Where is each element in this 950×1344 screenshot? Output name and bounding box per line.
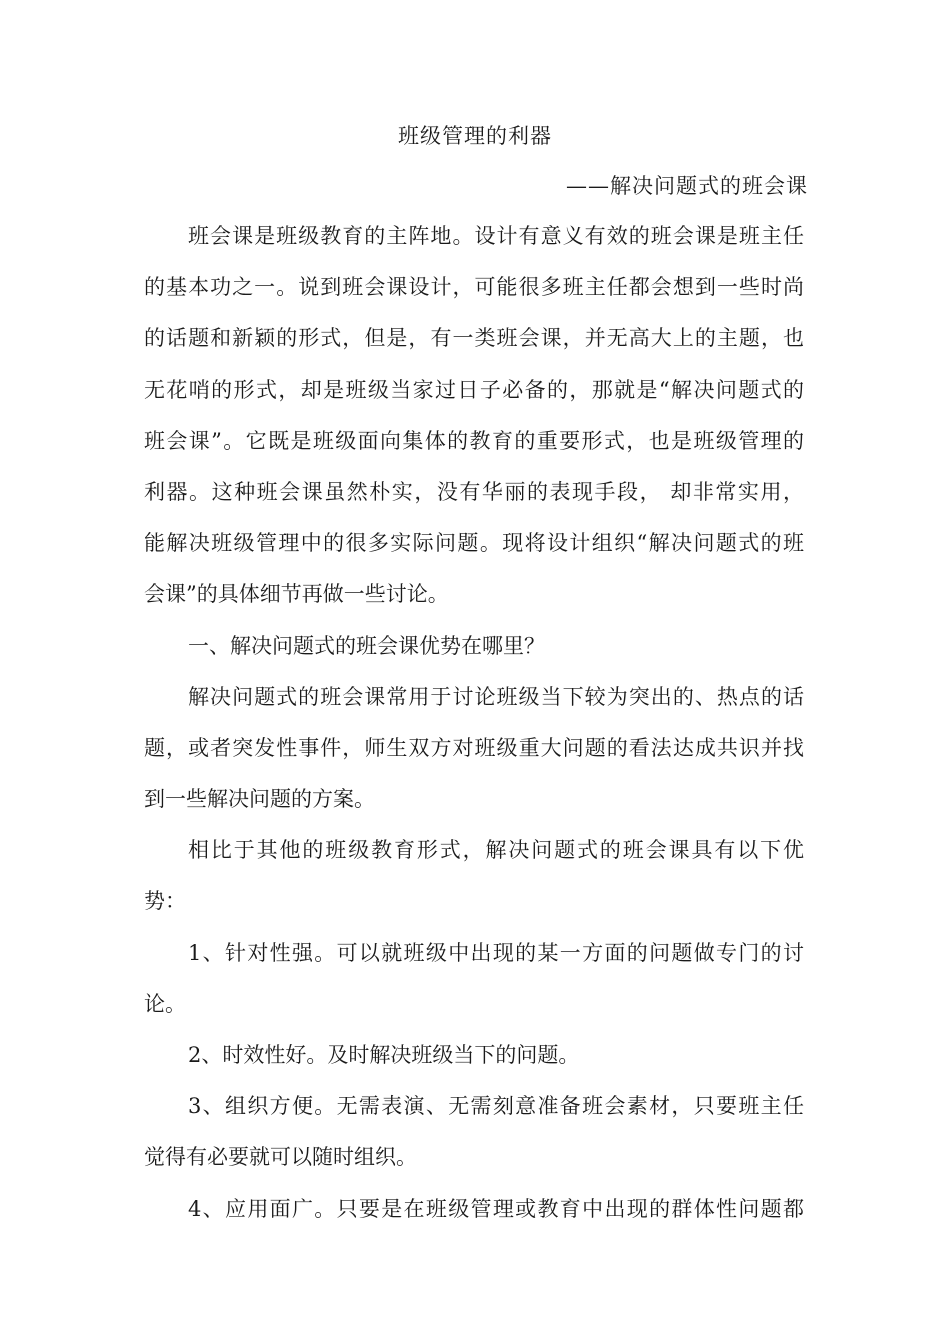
paragraph-line: 班会课是班级教育的主阵地。设计有意义有效的班会课是班主任	[188, 224, 804, 248]
document-body	[144, 218, 804, 1242]
paragraph-line: 解决问题式的班会课常用于讨论班级当下较为突出的、热点的话	[188, 684, 804, 709]
paragraph-line: 相比于其他的班级教育形式，解决问题式的班会课具有以下优	[188, 838, 804, 863]
document-title: 班级管理的利器	[398, 124, 552, 148]
paragraph-line: 2、时效性好。及时解决班级当下的问题。	[188, 1043, 580, 1067]
document-subtitle: ——解决问题式的班会课	[566, 174, 808, 198]
paragraph-line: 的基本功之一。说到班会课设计，可能很多班主任都会想到一些时尚	[144, 275, 804, 300]
paragraph-line: 一、解决问题式的班会课优势在哪里？	[188, 633, 545, 658]
paragraph-line: 1、针对性强。可以就班级中出现的某一方面的问题做专门的讨	[188, 940, 804, 965]
paragraph-line: 3、组织方便。无需表演、无需刻意准备班会素材，只要班主任	[188, 1094, 804, 1119]
paragraph-line: 班会课”。它既是班级面向集体的教育的重要形式，也是班级管理的	[144, 428, 804, 453]
paragraph-line: 4、应用面广。只要是在班级管理或教育中出现的群体性问题都	[188, 1196, 804, 1221]
paragraph-line: 势：	[144, 889, 186, 914]
paragraph-line: 能解决班级管理中的很多实际问题。现将设计组织“解决问题式的班	[144, 531, 804, 556]
paragraph-line: 利器。这种班会课虽然朴实，没有华丽的表现手段， 却非常实用，	[144, 479, 804, 504]
paragraph-line: 论。	[144, 991, 186, 1016]
paragraph-line: 无花哨的形式，却是班级当家过日子必备的，那就是“解决问题式的	[144, 377, 804, 402]
paragraph-line: 会课”的具体细节再做一些讨论。	[144, 582, 449, 607]
paragraph-line: 题，或者突发性事件，师生双方对班级重大问题的看法达成共识并找	[144, 735, 804, 760]
paragraph-line: 到一些解决问题的方案。	[144, 787, 375, 812]
paragraph-line: 觉得有必要就可以随时组织。	[144, 1145, 417, 1170]
paragraph-line: 的话题和新颖的形式，但是，有一类班会课，并无高大上的主题，也	[144, 326, 804, 351]
